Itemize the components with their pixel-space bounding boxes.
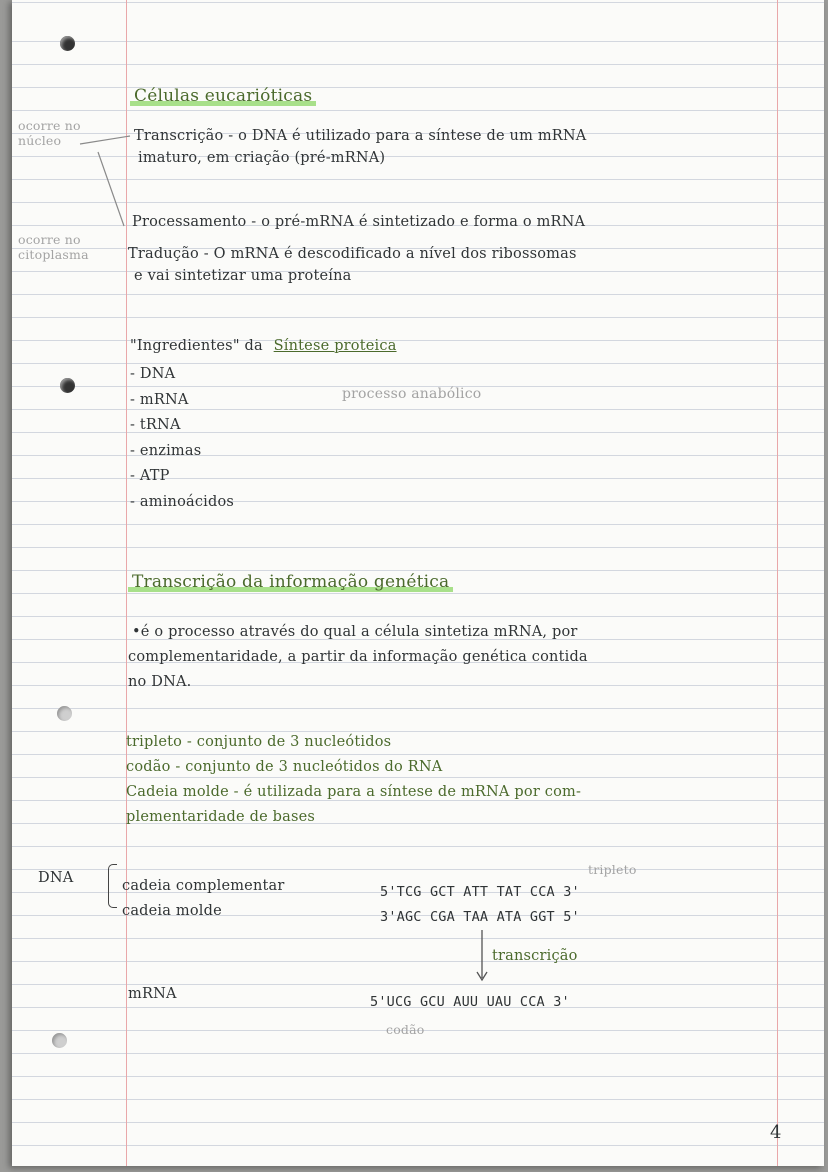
triplet-note: tripleto <box>588 862 637 877</box>
list-item: - DNA <box>130 366 176 382</box>
anabolic-note: processo anabólico <box>342 386 482 402</box>
section-title: Células eucarióticas <box>130 86 316 106</box>
punch-hole <box>57 706 72 721</box>
transcription-note: transcrição <box>492 948 578 964</box>
mrna-sequence: 5'UCG GCU AUU UAU CCA 3' <box>370 994 570 1010</box>
list-item: - tRNA <box>130 417 181 433</box>
notebook-page <box>12 0 824 1166</box>
strand-labels: cadeia complementar cadeia molde <box>122 878 285 919</box>
down-arrow-icon <box>472 928 492 988</box>
list-item: - ATP <box>130 468 170 484</box>
dna-sequences <box>380 880 580 930</box>
transcription-text: Transcrição - o DNA é utilizado para a síntese de um mRNA imaturo, em criação (pré-mRNA) <box>134 128 587 166</box>
list-item: - aminoácidos <box>130 493 235 510</box>
mrna-label: mRNA <box>128 986 177 1002</box>
punch-hole <box>60 378 75 393</box>
terms-definitions: tripleto - conjunto de 3 nucleótidos codão - conjunto de 3 nucleótidos do RNA Cadeia molde - é utilizada para a síntese de mRNA por com- plementaridade de bases <box>126 734 582 825</box>
section-title: Transcrição da informação genética <box>128 572 453 592</box>
translation-text: Tradução - O mRNA é descodificado a nível dos ribossomas e vai sintetizar uma proteína <box>128 246 577 284</box>
codon-note: codão <box>386 1022 425 1037</box>
page-number: 4 <box>770 1122 782 1143</box>
margin-note-cytoplasm: ocorre no citoplasma <box>18 232 89 262</box>
template-sequence: 3'AGC CGA TAA ATA GGT 5' <box>380 909 580 925</box>
margin-note-nucleus: ocorre no núcleo <box>18 118 81 148</box>
ingredients-heading: "Ingredientes" da Síntese proteica <box>130 338 397 354</box>
processing-text: Processamento - o pré-mRNA é sintetizado e forma o mRNA <box>132 214 586 230</box>
right-margin-line <box>777 0 778 1166</box>
list-item: - mRNA <box>130 391 189 408</box>
punch-hole <box>52 1033 67 1048</box>
definition-paragraph: •é o processo através do qual a célula sintetiza mRNA, por complementaridade, a partir da informação genética contida no DNA. <box>128 624 588 690</box>
ingredients-list <box>130 362 234 515</box>
punch-hole <box>60 36 75 51</box>
dna-label: DNA <box>38 870 74 886</box>
list-item: - enzimas <box>130 442 202 459</box>
dna-bracket <box>108 864 117 908</box>
complementary-sequence: 5'TCG GCT ATT TAT CCA 3' <box>380 884 580 900</box>
connector-lines <box>72 130 136 250</box>
